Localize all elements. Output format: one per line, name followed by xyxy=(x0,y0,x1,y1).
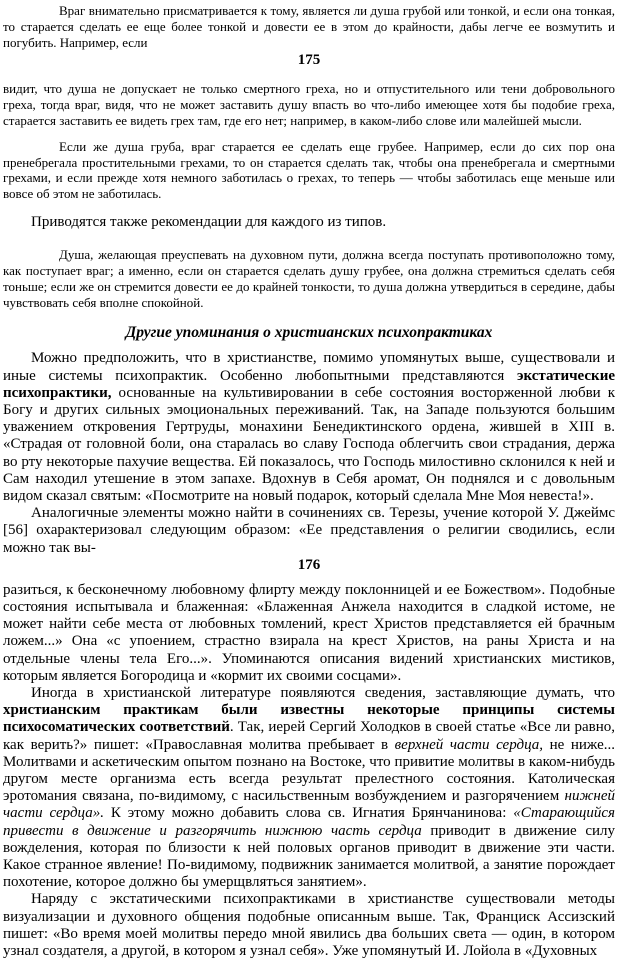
text-run: К этому можно добавить слова св. Игнатия Брянчанинова: xyxy=(103,805,514,822)
text-run: приводит в движение силу вожделения, которая по близости к ней половых органов приводит в движение эти части. Какое странное явление! По-видимому, подвижник занимается молитвой, а занятие порождает похотение, которое должно бы умерщвляться занятием». xyxy=(3,822,615,891)
text-run: Можно предположить, что в христианстве, помимо упомянутых выше, существовали и иные системы психопрактик. Особенно любопытными представляются xyxy=(3,350,615,384)
bold-text-run: экстатические психопрактики, xyxy=(3,367,615,401)
body-paragraph: Аналогичные элементы можно найти в сочинениях св. Терезы, учение которой У. Джеймс [56] охарактеризовал следующим образом: «Ее представления о религии сводились, если можно так вы- xyxy=(3,505,615,556)
bold-text-run: христианским практикам были известны некоторые принципы системы психосоматических соответствий xyxy=(3,702,615,736)
body-paragraph xyxy=(3,685,615,891)
text-run: не ниже... Молитвами и аскетическим опытом познано на Востоке, что привитие молитвы в каком-нибудь другом месте организма есть всегда результат прелестного состояния. Католическая эротомания связана, по-видимому, с насильственным возбуждением и разгорячением xyxy=(3,736,615,805)
quote-paragraph: Враг внимательно присматривается к тому, является ли душа грубой или тонкой, и если она тонкая, то старается сделать ее еще более тонкой и довести ее в этом до крайности, дабы легче ее возмутить и погубить. Например, если xyxy=(3,3,615,50)
page-number: 176 xyxy=(297,556,321,573)
text-run: основанные на культивировании в себе состояния восторженной любви к Богу и других сильных эмоциональных переживаний. Так, на Западе пользуются большим уважением откровения Гертруды, монахини Бенедиктинского ордена, жившей в XIII в. «Страдая от головной боли, она старалась во славу Господа облегчить свои страдания, держа во рту некоторые пахучие вещества. Ей показалось, что Господь милостивно склонился к ней и Сам находил утешение в этом запахе. Вдохнув в Себя аромат, Он поднялся и с довольным видом сказал святым: «Посмотрите на новый подарок, который сделала Мне Моя невеста!». xyxy=(3,384,615,504)
quote-paragraph: Душа, желающая преуспевать на духовном пути, должна всегда поступать противоположно тому, как поступает враг; а именно, если он старается сделать душу грубее, она должна стремиться сделать себя тоньше; если же он стремится довести ее до крайней тонкости, то душа должна утвердиться в середине, дабы чувствовать себя вполне спокойной. xyxy=(3,247,615,310)
italic-text-run: нижней части сердца». xyxy=(3,788,615,822)
body-paragraph: разиться, к бесконечному любовному флирту между поклонницей и ее Божеством». Подобные состояния испытывала и блаженная: «Блаженная Анжела находится в сладкой истоме, не может найти себе места от любовных томлений, крест Христов представляется ей брачным ложем...» Она «с упоением, страстно взирала на крест Христов, на раны Христа и на отдельные члены тела Его...». Упоминаются описания видений христианских мистиков, которым является Богородица и «кормит их своими сосцами». xyxy=(3,581,615,684)
page-number: 175 xyxy=(297,52,321,69)
quote-paragraph: видит, что душа не допускает не только смертного греха, но и отпустительного или тени добровольного греха, тогда враг, видя, что не может заставить душу впасть во что-либо имеющее хотя бы подобие греха, старается заставить ее видеть грех там, где его нет; например, в каком-либо слове или малейшей мысли. xyxy=(3,81,615,128)
body-paragraph: Приводятся также рекомендации для каждого из типов. xyxy=(31,213,387,230)
body-paragraph xyxy=(3,350,615,505)
section-heading: Другие упоминания о христианских психопрактиках xyxy=(125,324,493,342)
quote-paragraph: Если же душа груба, враг старается ее сделать еще грубее. Например, если до сих пор она пренебрегала простительными грехами, то он старается сделать так, чтобы она пренебрегала и смертными грехами, и если прежде хотя немного заботилась о грехах, то теперь — чтобы заботилась еще меньше или вовсе об этом не заботилась. xyxy=(3,138,615,202)
italic-text-run: «Старающийся привести в движение и разгорячить нижнюю часть сердца xyxy=(3,805,615,839)
italic-text-run: верхней части сердца, xyxy=(394,736,544,753)
body-paragraph: Наряду с экстатическими психопрактиками в христианстве существовали методы визуализации и духовного общения подобные описанным выше. Так, Франциск Ассизский пишет: «Во время моей молитвы передо мной явились два больших света — один, в котором узнал создателя, а другой, в котором я узнал себя». Уже упомянутый И. Лойола в «Духовных xyxy=(3,891,615,960)
text-run: . Так, иерей Сергий Холодков в своей статье «Все ли равно, как верить?» пишет: «Православная молитва пребывает в xyxy=(3,719,615,753)
text-run: Иногда в христианской литературе появляются сведения, заставляющие думать, что xyxy=(31,685,615,702)
